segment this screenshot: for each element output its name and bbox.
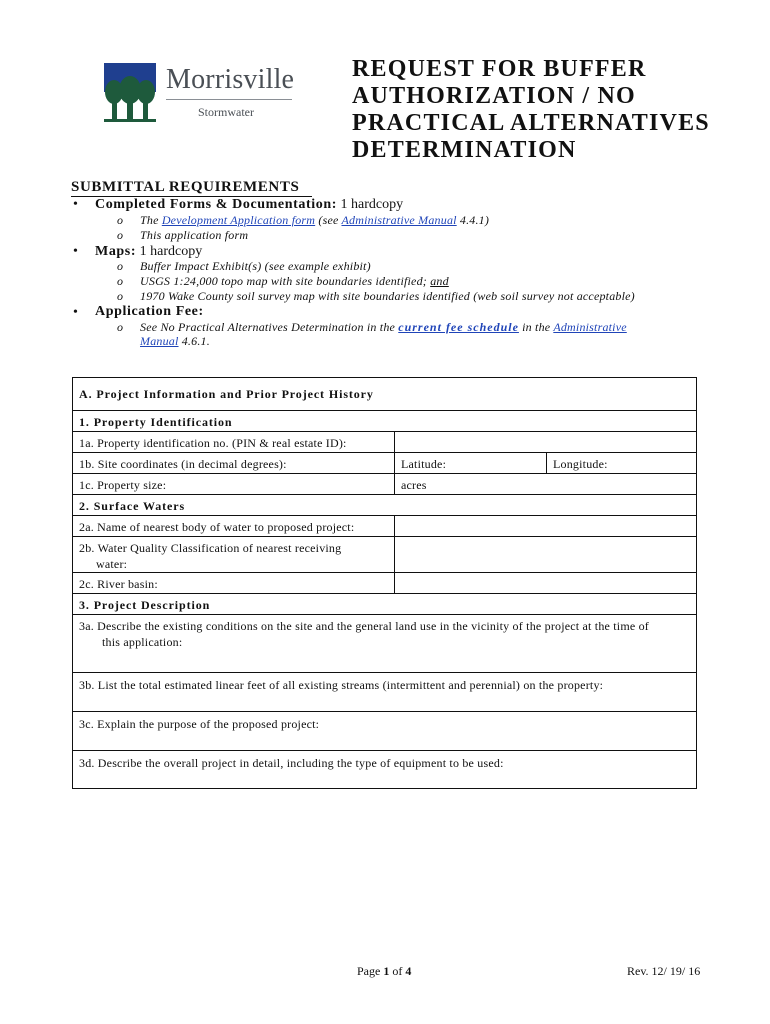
fee-schedule-item-cont: [140, 334, 210, 349]
label-3d: 3d. Describe the overall project in detail, including the type of equipment to be used:: [79, 756, 504, 770]
surface-waters-row: [73, 494, 696, 515]
label-3a: [73, 615, 696, 672]
page-number: [357, 964, 411, 979]
label-1a: 1a. Property identification no. (PIN & real estate ID):: [73, 432, 395, 452]
title-line-1: REQUEST FOR BUFFER: [352, 56, 647, 82]
logo-wordmark: Morrisville: [166, 64, 295, 95]
property-identification-heading: 1. Property Identification: [79, 415, 233, 429]
title-line-3: PRACTICAL ALTERNATIVES: [352, 110, 710, 136]
property-size-field[interactable]: acres: [401, 478, 427, 492]
label-1b: 1b. Site coordinates (in decimal degrees):: [73, 453, 395, 473]
submittal-requirements-heading: SUBMITTAL REQUIREMENTS: [71, 179, 300, 195]
text-fragment: of: [389, 964, 406, 978]
sub-bullet-icon: o: [117, 228, 123, 242]
text-fragment: 4.4.1): [456, 213, 490, 227]
sub-bullet-icon: o: [117, 213, 123, 227]
row-2c: [73, 572, 696, 593]
current-fee-schedule-link[interactable]: current fee schedule: [398, 320, 519, 334]
bullet-icon: •: [73, 197, 78, 212]
fee-schedule-item: [140, 320, 627, 335]
label-3a-line2: this application:: [102, 635, 183, 649]
completed-forms-label: Completed Forms & Documentation:: [95, 197, 337, 212]
and-emphasis: and: [430, 274, 449, 288]
application-fee-item: [95, 304, 204, 320]
row-2a: [73, 515, 696, 536]
row-1c: [73, 473, 696, 494]
nearest-water-field[interactable]: [395, 516, 696, 536]
soil-survey-map-item: 1970 Wake County soil survey map with site boundaries identified (web soil survey not acceptable): [140, 289, 635, 303]
completed-forms-item: [95, 197, 403, 213]
sub-bullet-icon: o: [117, 274, 123, 288]
property-identification-row: [73, 410, 696, 431]
maps-label: Maps:: [95, 244, 137, 259]
text-fragment: (see: [315, 213, 342, 227]
administrative-manual-link[interactable]: Administrative Manual: [341, 213, 457, 227]
row-3b[interactable]: [73, 672, 696, 711]
text-fragment: USGS 1:24,000 topo map with site boundaries identified;: [140, 274, 431, 288]
title-line-2: AUTHORIZATION / NO: [352, 83, 636, 109]
label-3b: 3b. List the total estimated linear feet of all existing streams (intermittent and perennial) on the property:: [79, 678, 604, 692]
administrative-manual-link-2[interactable]: Administrative: [553, 320, 627, 334]
development-application-item: [140, 213, 489, 228]
usgs-topo-map-item: [140, 274, 449, 289]
buffer-impact-exhibit-item: Buffer Impact Exhibit(s) (see example exhibit): [140, 259, 371, 273]
document-title: [352, 56, 742, 164]
manual-link[interactable]: Manual: [140, 334, 179, 348]
text-fragment: The: [140, 213, 162, 227]
revision-date: Rev. 12/ 19/ 16: [627, 964, 701, 978]
label-3a-line1: 3a. Describe the existing conditions on the site and the general land use in the vicinity of the project at the time of: [79, 619, 649, 633]
sub-bullet-icon: o: [117, 259, 123, 273]
surface-waters-heading: 2. Surface Waters: [79, 499, 186, 513]
section-a-header-row: [73, 378, 696, 410]
this-application-form-item: This application form: [140, 228, 249, 242]
maps-item: [95, 244, 202, 260]
logo-divider: [166, 99, 292, 100]
row-1a: [73, 431, 696, 452]
row-2b: [73, 536, 696, 572]
text-fragment: See No Practical Alternatives Determination in the: [140, 320, 399, 334]
pin-field[interactable]: [395, 432, 696, 452]
row-3d[interactable]: [73, 750, 696, 788]
label-1c: 1c. Property size:: [73, 474, 395, 494]
bullet-icon: •: [73, 244, 78, 259]
section-a-title: A. Project Information and Prior Project History: [79, 387, 374, 401]
maps-qty: 1 hardcopy: [136, 244, 203, 259]
label-3c: 3c. Explain the purpose of the proposed project:: [79, 717, 320, 731]
text-fragment: 4.6.1.: [178, 334, 210, 348]
completed-forms-qty: 1 hardcopy: [337, 197, 404, 212]
text-fragment: in the: [518, 320, 554, 334]
water-quality-field[interactable]: [395, 537, 696, 572]
development-application-form-link[interactable]: Development Application form: [161, 213, 316, 227]
row-3c[interactable]: [73, 711, 696, 750]
label-2b-line1: 2b. Water Quality Classification of nearest receiving: [79, 541, 342, 555]
label-2c: 2c. River basin:: [73, 573, 395, 593]
label-2b-line2: water:: [96, 557, 128, 571]
sub-bullet-icon: o: [117, 289, 123, 303]
project-information-table: [72, 377, 697, 789]
title-line-4: DETERMINATION: [352, 137, 577, 163]
current-page: 1: [383, 964, 390, 978]
bullet-icon: •: [73, 305, 78, 320]
label-2a: 2a. Name of nearest body of water to proposed project:: [73, 516, 395, 536]
label-2b: [73, 537, 395, 572]
text-fragment: Page: [357, 964, 384, 978]
total-pages: 4: [405, 964, 412, 978]
project-description-heading: 3. Project Description: [79, 598, 211, 612]
logo-subtitle: Stormwater: [198, 105, 254, 119]
latitude-field[interactable]: Latitude:: [395, 453, 547, 473]
river-basin-field[interactable]: [395, 573, 696, 593]
sub-bullet-icon: o: [117, 320, 123, 334]
row-1b: [73, 452, 696, 473]
longitude-field[interactable]: Longitude:: [553, 457, 608, 471]
application-fee-label: Application Fee:: [95, 304, 204, 319]
row-3a[interactable]: [73, 614, 696, 672]
project-description-row: [73, 593, 696, 614]
